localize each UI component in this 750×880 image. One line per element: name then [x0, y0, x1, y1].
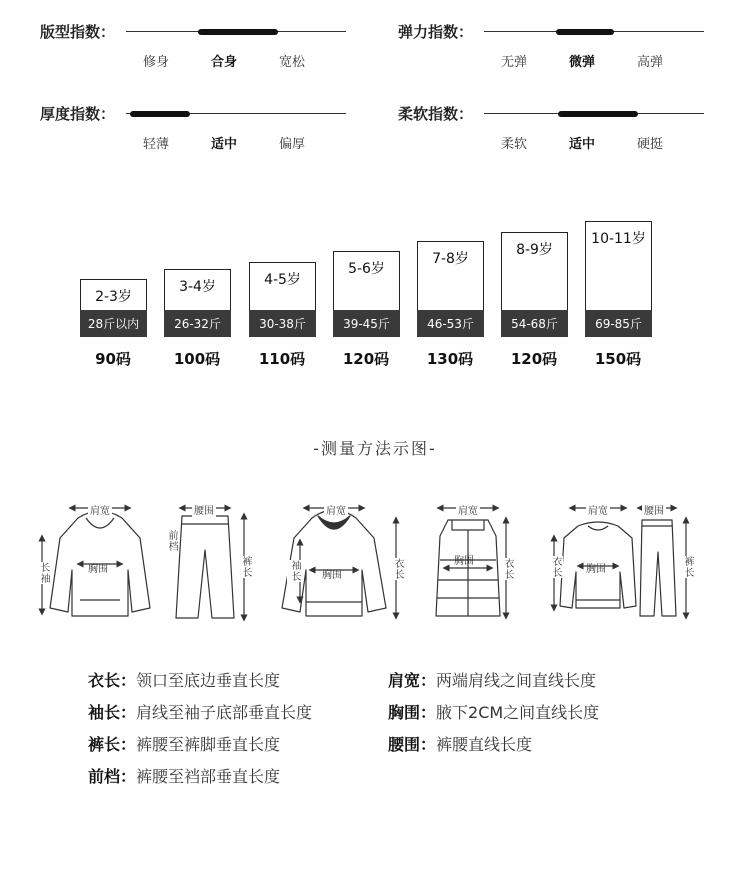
elastic-option-slight: 微弹 [568, 55, 595, 70]
size-code: 120码 [342, 350, 390, 368]
size-age: 10-11岁 [591, 231, 646, 247]
sleeve-label: 长袖 [38, 562, 49, 584]
size-card-100 [164, 269, 231, 337]
definition-term: 腰围： [388, 735, 437, 754]
pants-length-label: 裤长 [682, 556, 693, 578]
measure-section-title: -测量方法示图- [313, 439, 437, 458]
size-card-130 [417, 241, 484, 337]
thickness-option-medium: 适中 [210, 137, 237, 152]
sleeve-length-label: 袖长 [289, 560, 300, 582]
definition-waist [388, 732, 532, 755]
size-code: 90码 [95, 350, 131, 368]
chest-label: 胸围 [88, 564, 108, 575]
size-age: 5-6岁 [348, 261, 385, 277]
chest-label: 胸围 [322, 570, 342, 581]
waist-label: 腰围 [642, 502, 666, 517]
thickness-option-thick: 偏厚 [278, 137, 305, 152]
definition-term: 衣长： [88, 671, 137, 690]
softness-option-soft: 柔软 [500, 137, 527, 152]
fit-option-regular: 合身 [210, 55, 237, 70]
shoulder-label: 肩宽 [586, 502, 610, 517]
elastic-index-track [484, 31, 704, 32]
definition-desc: 肩线至袖子底部垂直长度 [136, 703, 313, 722]
definition-desc: 裤腰至裤脚垂直长度 [136, 735, 281, 754]
size-code: 100码 [173, 350, 221, 368]
garment-length-label: 衣长 [550, 556, 561, 578]
rise-label: 前档 [166, 530, 177, 552]
definition-term: 前档： [88, 767, 137, 786]
elastic-index-marker [556, 29, 614, 35]
chest-label: 胸围 [586, 564, 606, 575]
size-code: 150码 [594, 350, 642, 368]
definition-desc: 裤腰直线长度 [436, 735, 533, 754]
definition-term: 袖长： [88, 703, 137, 722]
size-weight: 26-32斤 [164, 310, 231, 337]
definition-term: 胸围： [388, 703, 437, 722]
size-card-110 [249, 262, 316, 337]
size-card-150 [585, 221, 652, 337]
thickness-index-title: 厚度指数： [40, 105, 116, 123]
softness-option-stiff: 硬挺 [636, 137, 663, 152]
fit-option-loose: 宽松 [278, 55, 305, 70]
shoulder-label: 肩宽 [88, 502, 112, 517]
elastic-option-high: 高弹 [636, 55, 663, 70]
pants-outline-icon [176, 516, 234, 618]
jogger-pants-icon [640, 520, 676, 616]
size-code: 110码 [258, 350, 306, 368]
size-age: 2-3岁 [95, 289, 132, 305]
fit-index-title: 版型指数： [40, 23, 116, 41]
shoulder-label: 肩宽 [324, 502, 348, 517]
softness-option-medium: 适中 [568, 137, 595, 152]
size-weight: 46-53斤 [417, 310, 484, 337]
size-age: 3-4岁 [179, 279, 216, 295]
thickness-option-thin: 轻薄 [142, 137, 169, 152]
size-weight: 54-68斤 [501, 310, 568, 337]
size-card-120 [333, 251, 400, 337]
size-code: 120码 [510, 350, 558, 368]
thickness-index-track [126, 113, 346, 114]
definition-chest [388, 700, 599, 723]
softness-index-marker [558, 111, 638, 117]
elastic-option-none: 无弹 [500, 55, 527, 70]
definition-desc: 两端肩线之间直线长度 [436, 671, 597, 690]
size-age: 8-9岁 [516, 242, 553, 258]
size-card-90 [80, 279, 147, 337]
size-weight: 30-38斤 [249, 310, 316, 337]
definition-front-rise [88, 764, 280, 787]
size-age: 7-8岁 [432, 251, 469, 267]
size-code: 130码 [426, 350, 474, 368]
pants-length-label: 裤长 [240, 556, 251, 578]
definition-desc: 领口至底边垂直长度 [136, 671, 281, 690]
size-weight: 69-85斤 [585, 310, 652, 337]
size-weight: 39-45斤 [333, 310, 400, 337]
garment-length-label: 衣长 [392, 558, 403, 580]
thickness-index-marker [130, 111, 190, 117]
garment-length-label: 衣长 [502, 558, 513, 580]
definition-term: 肩宽： [388, 671, 437, 690]
measurement-illustrations [0, 490, 750, 630]
definition-garment-length [88, 668, 280, 691]
definition-term: 裤长： [88, 735, 137, 754]
definition-desc: 裤腰至裆部垂直长度 [136, 767, 281, 786]
chest-label: 胸围 [454, 556, 474, 567]
shoulder-label: 肩宽 [456, 502, 480, 517]
fit-index-marker [198, 29, 278, 35]
definition-shoulder-width [388, 668, 596, 691]
size-card-120b [501, 232, 568, 337]
softness-index-title: 柔软指数： [398, 105, 474, 123]
elastic-index-title: 弹力指数： [398, 23, 474, 41]
waist-label: 腰围 [192, 502, 216, 517]
fit-option-slim: 修身 [142, 55, 169, 70]
size-weight: 28斤以内 [80, 310, 147, 337]
size-age: 4-5岁 [264, 272, 301, 288]
fit-index-track [126, 31, 346, 32]
definition-sleeve-length [88, 700, 312, 723]
definition-desc: 腋下2CM之间直线长度 [436, 703, 600, 722]
softness-index-track [484, 113, 704, 114]
definition-pants-length [88, 732, 280, 755]
